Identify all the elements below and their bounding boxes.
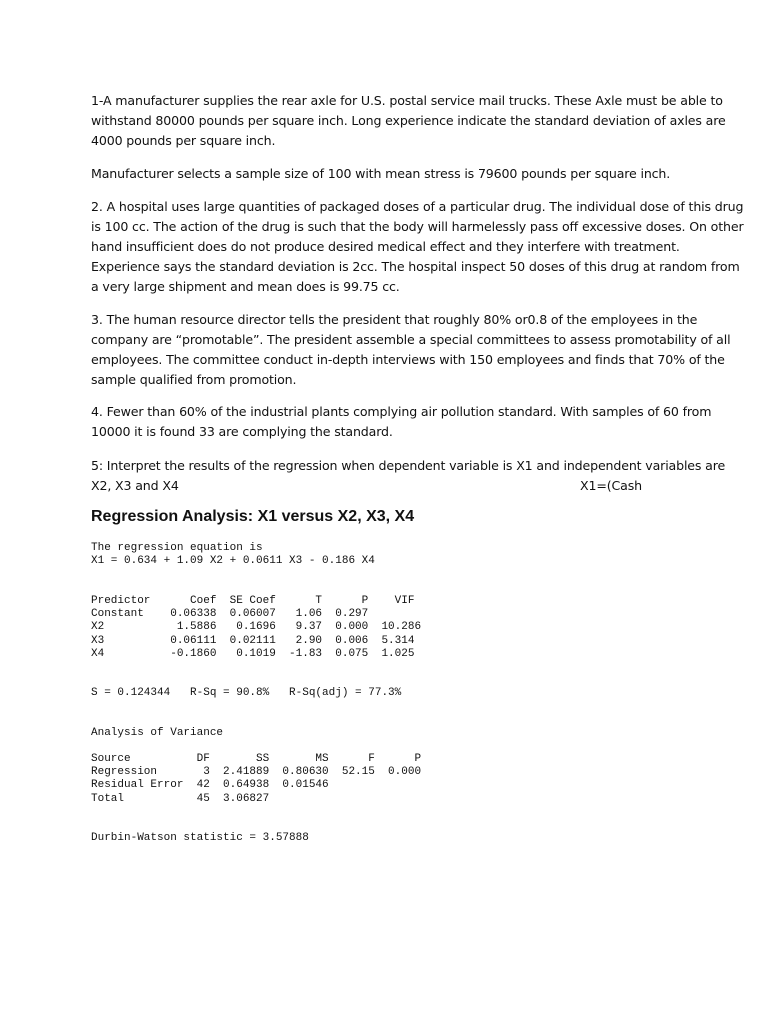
- question-2: [91, 197, 744, 297]
- text-line: 1-A manufacturer supplies the rear axle for U.S. postal service mail trucks. These Axle must be able to: [91, 93, 723, 108]
- text-line: employees. The committee conduct in-depth interviews with 150 employees and finds that 70% of the: [91, 352, 725, 367]
- text-line: 5: Interpret the results of the regression when dependent variable is X1 and independent variables are: [91, 458, 726, 473]
- question-5: [91, 456, 726, 496]
- text-fragment-right: X1=(Cash: [580, 478, 642, 493]
- question-3: [91, 310, 731, 390]
- text-line: 4000 pounds per square inch.: [91, 133, 276, 148]
- text-line: 3. The human resource director tells the president that roughly 80% or0.8 of the employees in the: [91, 312, 698, 327]
- text-line: sample qualified from promotion.: [91, 372, 297, 387]
- question-4: [91, 402, 712, 442]
- text-line: withstand 80000 pounds per square inch. Long experience indicate the standard deviation of axles are: [91, 113, 726, 128]
- text-line: 2. A hospital uses large quantities of packaged doses of a particular drug. The individual dose of this drug: [91, 199, 744, 214]
- question-1: [91, 91, 726, 151]
- text-line: a very large shipment and mean does is 99.75 cc.: [91, 279, 400, 294]
- anova-table: Source DF SS MS F P Regression 3 2.41889 0.80630 52.15 0.000 Residual Error 42 0.64938 0.01546 Total 45 3.06827: [91, 753, 422, 805]
- model-summary: S = 0.124344 R-Sq = 90.8% R-Sq(adj) = 77.3%: [91, 687, 402, 699]
- text-line: [91, 476, 691, 496]
- regression-equation: The regression equation is X1 = 0.634 + 1.09 X2 + 0.0611 X3 - 0.186 X4: [91, 542, 375, 568]
- anova-title: Analysis of Variance: [91, 727, 224, 739]
- text-line: is 100 cc. The action of the drug is such that the body will harmelessly pass off excessive doses. On other: [91, 219, 744, 234]
- text-line: 4. Fewer than 60% of the industrial plants complying air pollution standard. With samples of 60 from: [91, 404, 712, 419]
- regression-heading: Regression Analysis: X1 versus X2, X3, X4: [91, 508, 415, 525]
- text-line: company are “promotable”. The president assemble a special committees to assess promotability of all: [91, 332, 731, 347]
- durbin-watson: Durbin-Watson statistic = 3.57888: [91, 832, 309, 844]
- coefficient-table: Predictor Coef SE Coef T P VIF Constant 0.06338 0.06007 1.06 0.297 X2 1.5886 0.1696 9.37 0.000 10.286 X3 0.06111 0.02111 2.90 0.006 5.314 X4 -0.1860 0.1019 -1.83 0.075 1.025: [91, 595, 422, 660]
- text-line: 10000 it is found 33 are complying the standard.: [91, 424, 393, 439]
- text-line: Manufacturer selects a sample size of 100 with mean stress is 79600 pounds per square inch.: [91, 166, 671, 181]
- text-line: hand insufficient does do not produce desired medical effect and they interfere with treatment.: [91, 239, 680, 254]
- text-fragment-left: X2, X3 and X4: [91, 478, 179, 493]
- question-1-sample: [91, 164, 691, 184]
- text-line: Experience says the standard deviation is 2cc. The hospital inspect 50 doses of this drug at random from: [91, 259, 740, 274]
